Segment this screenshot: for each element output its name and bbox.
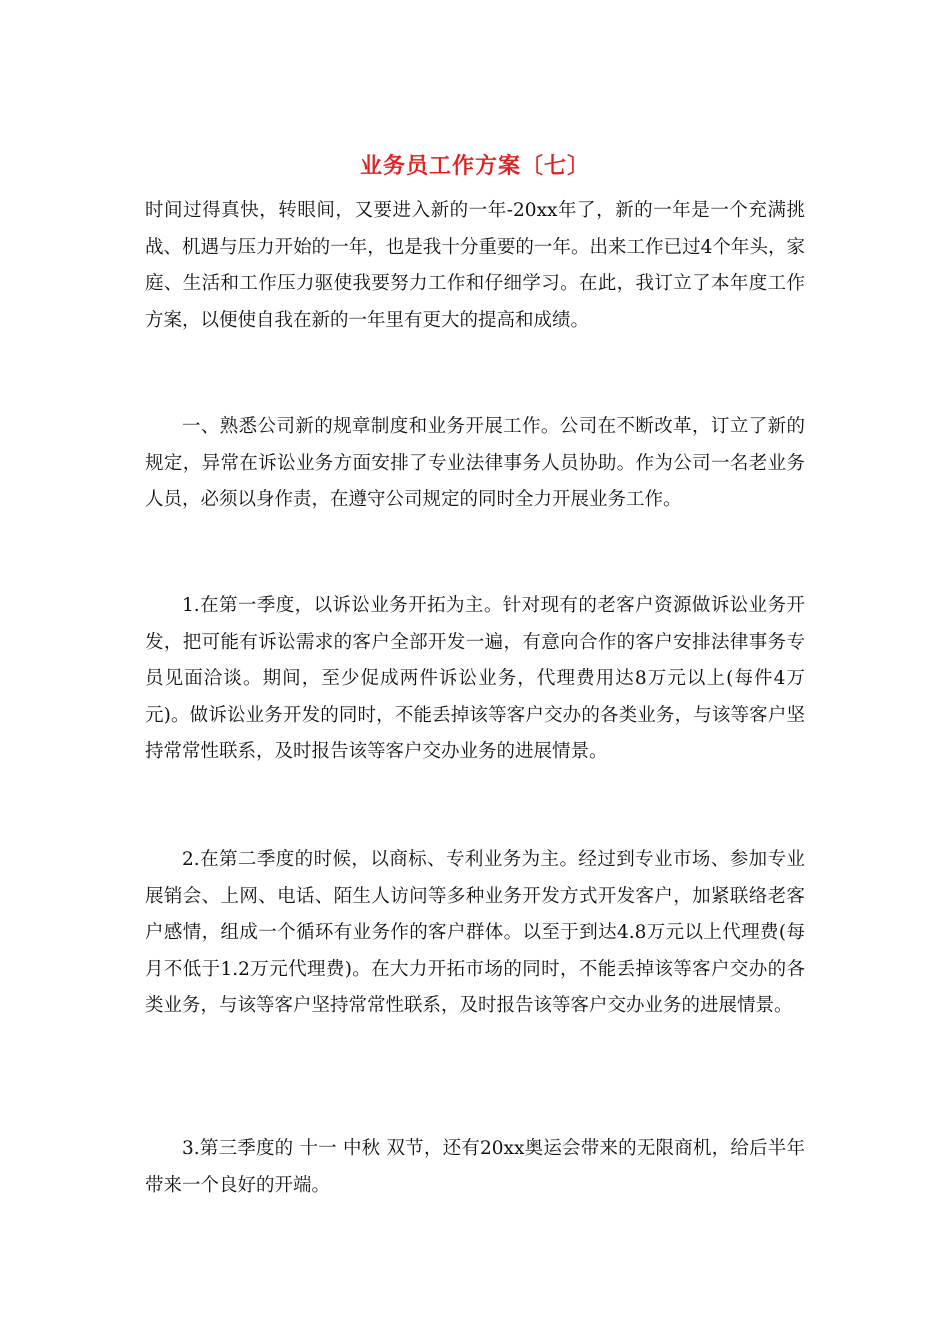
intro-paragraph: 时间过得真快，转眼间，又要进入新的一年-20xx年了，新的一年是一个充满挑战、机遇与压力开始的一年，也是我十分重要的一年。出来工作已过4个年头，家庭、生活和工作压力驱使我要努力工作和仔细学习。在此，我订立了本年度工作方案，以便使自我在新的一年里有更大的提高和成绩。 xyxy=(145,200,805,331)
page-title: 业务员工作方案〔七〕 xyxy=(359,153,590,179)
second-quarter-paragraph: 2.在第二季度的时候，以商标、专利业务为主。经过到专业市场、参加专业展销会、上网、电话、陌生人访问等多种业务开发方式开发客户，加紧联络老客户感情，组成一个循环有业务作的客户群体。以至于到达4.8万元以上代理费(每月不低于1.2万元代理费)。在大力开拓市场的同时，不能丢掉该等客户交办的各类业务，与该等客户坚持常常性联系，及时报告该等客户交办业务的进展情景。 xyxy=(145,849,805,1016)
section-one-paragraph: 一、熟悉公司新的规章制度和业务开展工作。公司在不断改革，订立了新的规定，异常在诉讼业务方面安排了专业法律事务人员协助。作为公司一名老业务人员，必须以身作责，在遵守公司规定的同时全力开展业务工作。 xyxy=(145,416,805,510)
third-quarter-paragraph: 3.第三季度的 十一 中秋 双节，还有20xx奥运会带来的无限商机，给后半年带来一个良好的开端。 xyxy=(145,1138,805,1196)
first-quarter-paragraph: 1.在第一季度，以诉讼业务开拓为主。针对现有的老客户资源做诉讼业务开发，把可能有诉讼需求的客户全部开发一遍，有意向合作的客户安排法律事务专员见面洽谈。期间，至少促成两件诉讼业务，代理费用达8万元以上(每件4万元)。做诉讼业务开发的同时，不能丢掉该等客户交办的各类业务，与该等客户坚持常常性联系，及时报告该等客户交办业务的进展情景。 xyxy=(145,595,805,762)
